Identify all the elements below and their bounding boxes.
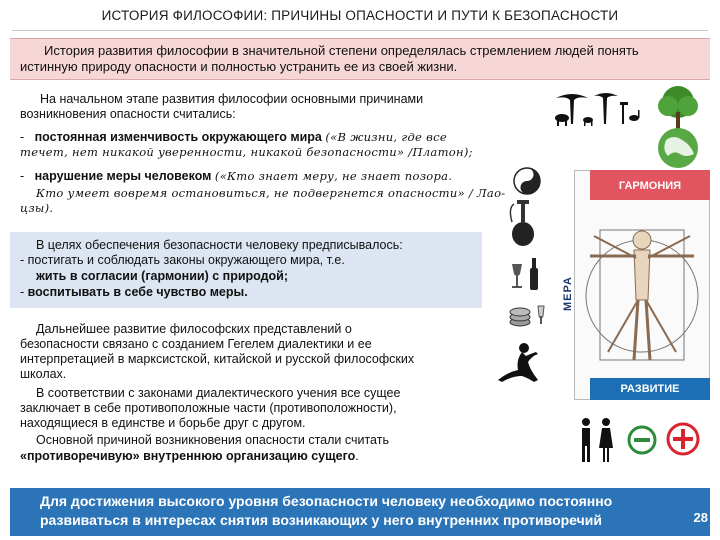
cause-2-bold: нарушение меры человеком — [34, 169, 212, 183]
further-line-4: школах. — [20, 367, 67, 381]
further-line-2: безопасности связано с созданием Гегелем диалектики и ее — [20, 337, 372, 351]
page-number: 28 — [693, 510, 708, 525]
further-line-9: «противоречивую» внутреннюю организацию сущего. — [20, 449, 359, 463]
measure-label-wrap — [560, 233, 580, 313]
cause-item-1: - постоянная изменчивость окружающего мира («В жизни, где все — [20, 130, 447, 144]
cause-1-quote: («В жизни, где все — [325, 130, 447, 144]
safety-line-1: В целях обеспечения безопасности человеку предписывалось: — [36, 238, 403, 252]
coins-icon — [506, 300, 550, 330]
cause-item-2: - нарушение меры человеком («Кто знает меру, не знает позора. — [20, 169, 453, 183]
man-woman-icon — [576, 416, 616, 466]
cause-1-bold: постоянная изменчивость окружающего мира — [34, 130, 322, 144]
safety-line-2: - постигать и соблюдать законы окружающего мира, т.е. — [20, 253, 345, 267]
vitruvian-man-icon — [584, 200, 700, 376]
savanna-icon — [548, 84, 644, 130]
further-line-6: заключает в себе противоположные части (противоположности), — [20, 401, 397, 415]
cause-2-quote: («Кто знает меру, не знает позора. — [214, 169, 453, 183]
plus-icon — [664, 420, 702, 458]
tree-globe-icon — [646, 84, 710, 170]
cause-1-quote-2: течет, нет никакой уверенности, никакой безопасности» /Платон); — [20, 145, 473, 159]
conclusion-line-1: Для достижения высокого уровня безопасности человеку необходимо постоянно — [40, 493, 613, 509]
measure-label: МЕРА — [562, 276, 574, 311]
early-line-1: На начальном этапе развития философии основными причинами — [40, 92, 424, 106]
page-title: ИСТОРИЯ ФИЛОСОФИИ: ПРИЧИНЫ ОПАСНОСТИ И ПУТИ К БЕЗОПАСНОСТИ — [101, 8, 619, 23]
woman-silhouette-icon — [494, 340, 544, 386]
minus-icon — [626, 424, 658, 456]
further-line-7: находящиеся в единстве и борьбе друг с другом. — [20, 416, 306, 430]
further-line-1: Дальнейшее развитие философских представлений о — [36, 322, 352, 336]
safety-line-3: жить в согласии (гармонии) с природой; — [36, 269, 289, 283]
wine-bottle-icon — [506, 254, 546, 294]
intro-line-1: История развития философии в значительной степени определялась стремлением людей понять — [44, 43, 639, 58]
title-divider — [12, 30, 708, 31]
cause-2-quote-3: цзы). — [20, 201, 54, 215]
safety-line-4: - воспитывать в себе чувство меры. — [20, 285, 248, 299]
further-line-8: Основной причиной возникновения опасности стали считать — [36, 433, 389, 447]
intro-line-2: истинную природу опасности и полностью устранить ее из своей жизни. — [20, 59, 458, 74]
development-label: РАЗВИТИЕ — [590, 378, 710, 400]
hookah-icon — [508, 198, 538, 248]
conclusion-box — [10, 488, 710, 536]
further-line-5: В соответствии с законами диалектического учения все сущее — [36, 386, 401, 400]
yin-yang-icon — [512, 166, 542, 196]
conclusion-line-2: развиваться в интересах снятия возникающих у него внутренних противоречий — [40, 512, 602, 528]
harmony-label: ГАРМОНИЯ — [590, 170, 710, 200]
further-line-3: интерпретацией в марксистской, китайской и русской философских — [20, 352, 415, 366]
cause-2-quote-2: Кто умеет вовремя остановиться, не подвергнется опасности» / Лао- — [36, 186, 506, 200]
early-line-2: возникновения опасности считались: — [20, 107, 236, 121]
intro-box — [10, 38, 710, 80]
